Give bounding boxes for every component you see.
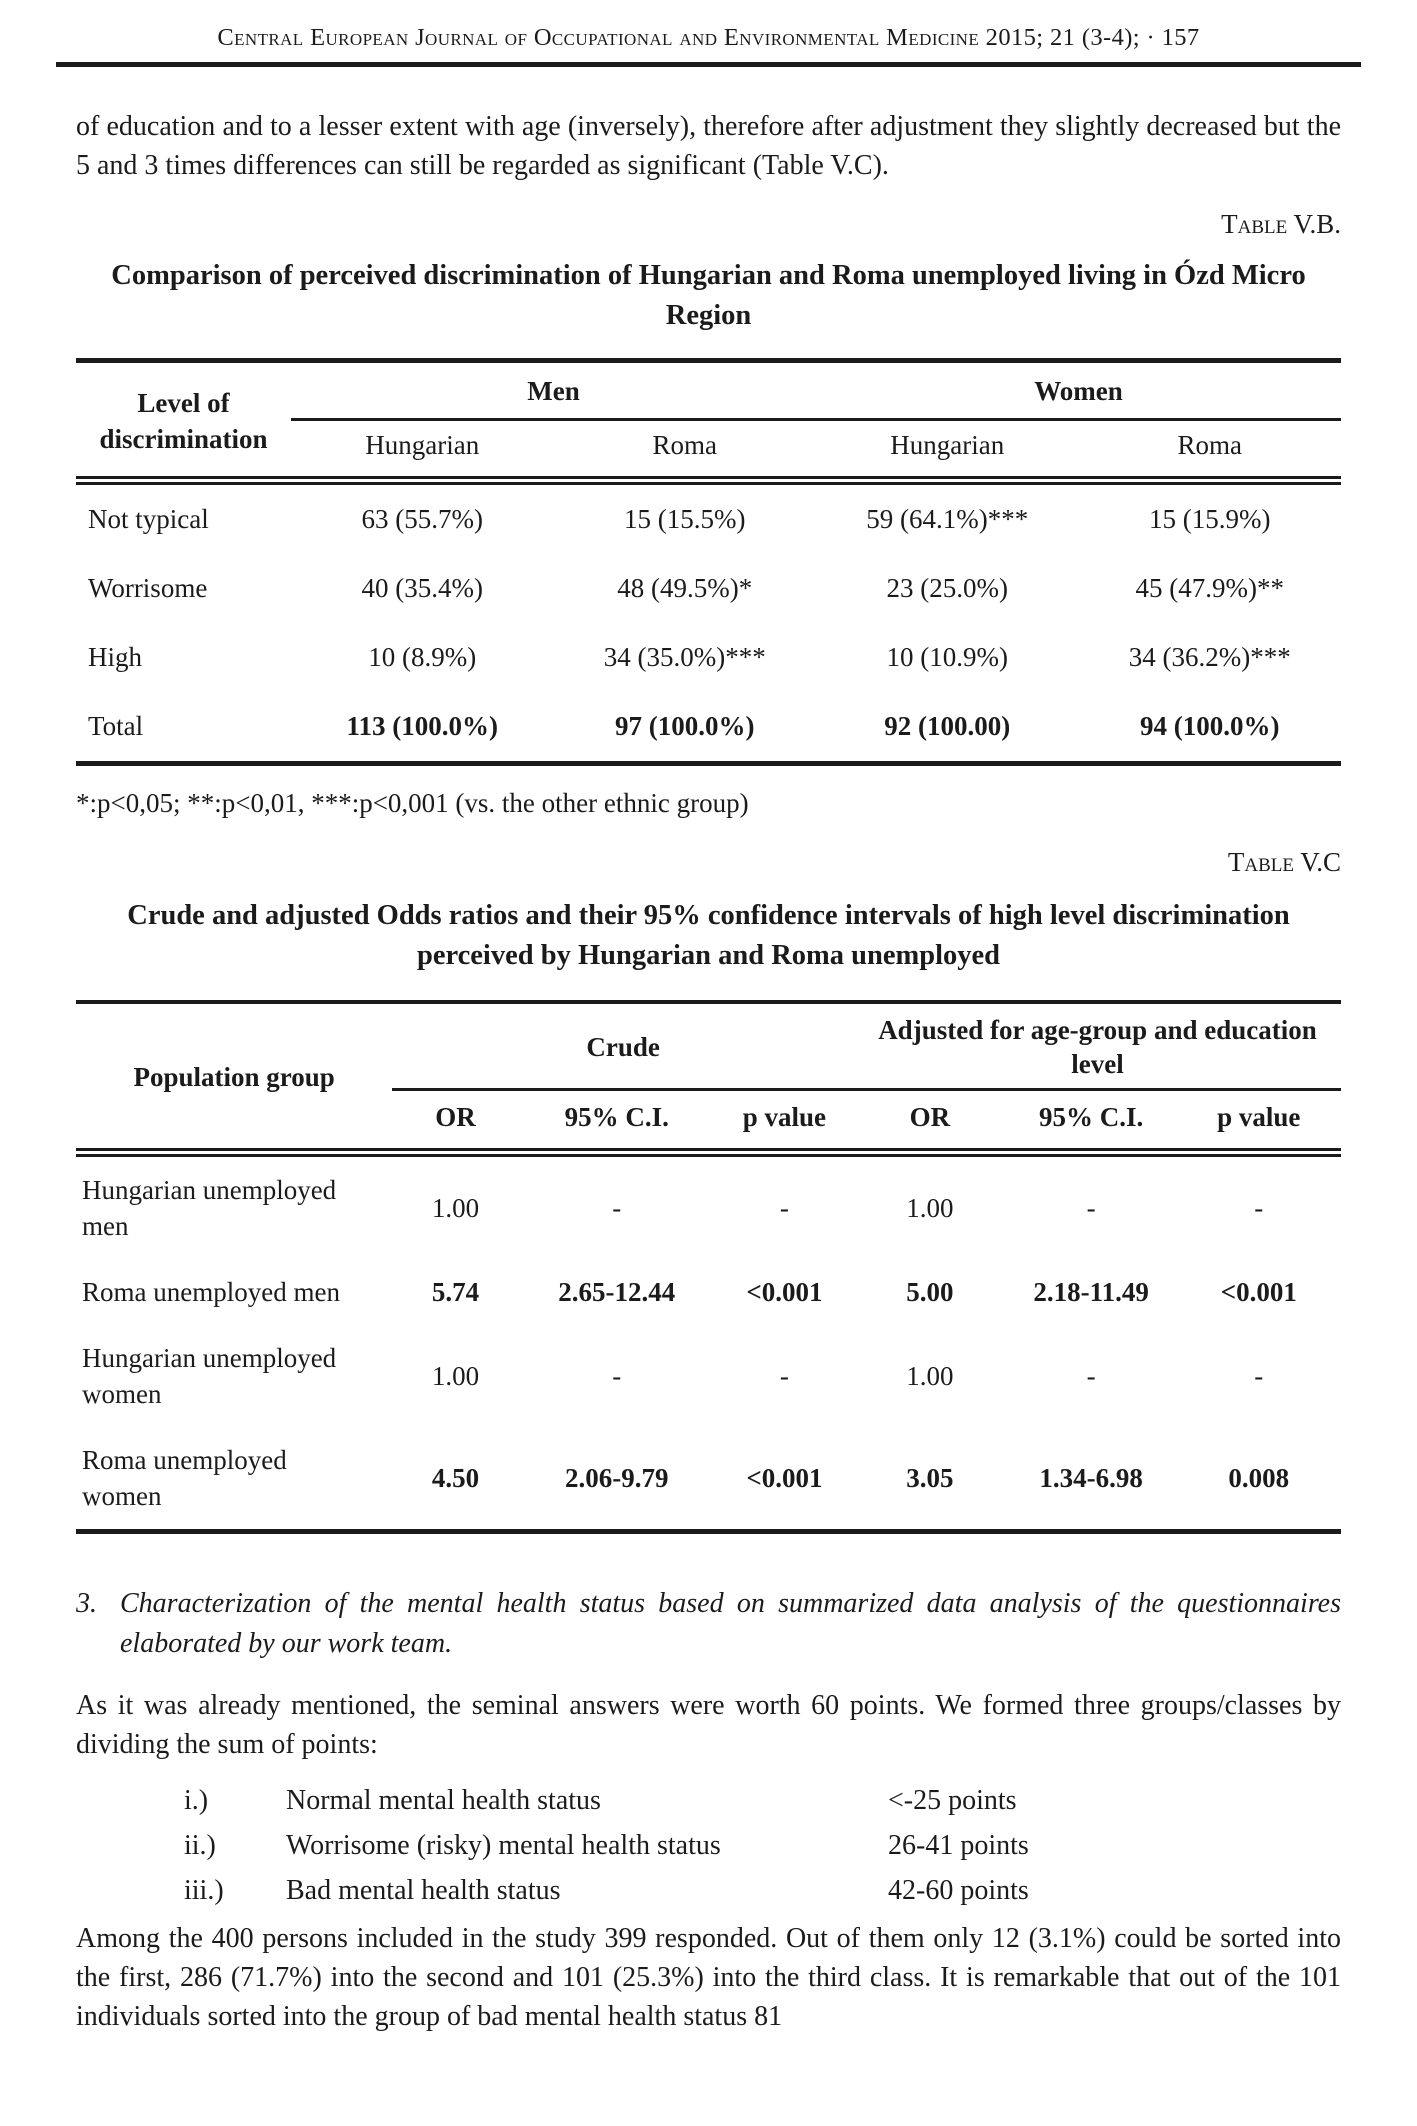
table-vb-label: Table V.B. bbox=[1221, 209, 1341, 239]
column-header: Roma bbox=[1079, 420, 1342, 481]
column-header: Roma bbox=[554, 420, 816, 481]
table-cell: 3.05 bbox=[854, 1427, 1006, 1532]
table-vc bbox=[76, 1000, 1341, 1534]
table-cell: - bbox=[612, 1360, 622, 1391]
table-cell: 94 (100.0%) bbox=[1079, 692, 1342, 764]
row-label: Worrisome bbox=[88, 573, 208, 603]
row-label: Hungarian unemployed men bbox=[82, 1175, 337, 1241]
list-item-points: <-25 points bbox=[888, 1784, 1017, 1816]
table-cell: 2.18-11.49 bbox=[1033, 1276, 1149, 1307]
section-paragraph-2: Among the 400 persons included in the study 399 responded. Out of them only 12 (3.1%) could be sorted into the first, 286 (71.7%) into the second and 101 (25.3%) into the third class. It is remarkable that out of the 101 individuals sorted into the group of bad mental health status 81 bbox=[76, 1923, 1341, 2032]
column-header: Hungarian bbox=[291, 420, 553, 481]
running-head: Central European Journal of Occupational and Environmental Medicine 2015; 21 (3-4); · 157 bbox=[217, 24, 1200, 51]
list-item-points: 26-41 points bbox=[888, 1829, 1029, 1861]
table-cell: 1.00 bbox=[906, 1192, 954, 1223]
list-item-points: 42-60 points bbox=[888, 1874, 1029, 1906]
corner-header: Population group bbox=[76, 1002, 392, 1153]
column-header: p value bbox=[715, 1090, 854, 1153]
table-cell: <0.001 bbox=[1220, 1276, 1297, 1307]
table-vc-title: Crude and adjusted Odds ratios and their 95% confidence intervals of high level discrimination perceived by Hungarian and Roma unemployed bbox=[127, 900, 1290, 971]
table-cell: 113 (100.0%) bbox=[291, 692, 553, 764]
section-paragraph-1: As it was already mentioned, the seminal answers were worth 60 points. We formed three groups/classes by dividing the sum of points: bbox=[76, 1690, 1341, 1760]
group-header-row bbox=[76, 1002, 1341, 1090]
list-item-label: Worrisome (risky) mental health status bbox=[286, 1829, 721, 1861]
table-cell: 1.00 bbox=[906, 1360, 954, 1391]
group-header-adjusted: Adjusted for age-group and education level bbox=[854, 1002, 1341, 1090]
column-header: 95% C.I. bbox=[1006, 1090, 1177, 1153]
table-cell: - bbox=[612, 1192, 622, 1223]
list-item-number: i.) bbox=[184, 1784, 209, 1816]
table-cell: 5.00 bbox=[906, 1276, 954, 1307]
table-cell: - bbox=[779, 1192, 789, 1223]
table-cell: 10 (8.9%) bbox=[368, 642, 477, 672]
page-content bbox=[0, 107, 1417, 2036]
table-cell: 34 (36.2%)*** bbox=[1128, 642, 1291, 672]
table-cell: 2.65-12.44 bbox=[558, 1276, 676, 1307]
column-header: Hungarian bbox=[816, 420, 1078, 481]
table-cell: 5.74 bbox=[431, 1276, 480, 1307]
table-cell: <0.001 bbox=[746, 1276, 823, 1307]
table-cell: 59 (64.1%)*** bbox=[866, 504, 1029, 534]
corner-header: Level of discrimination bbox=[76, 361, 291, 481]
table-cell: 1.34-6.98 bbox=[1006, 1427, 1177, 1532]
row-label: High bbox=[88, 642, 142, 672]
table-cell: - bbox=[1086, 1360, 1096, 1391]
list-item bbox=[76, 1823, 1341, 1868]
table-row bbox=[76, 1153, 1341, 1260]
group-header-row bbox=[76, 361, 1341, 420]
list-item bbox=[76, 1868, 1341, 1913]
table-cell: 45 (47.9%)** bbox=[1135, 573, 1284, 603]
table-row bbox=[76, 1259, 1341, 1325]
table-cell: 4.50 bbox=[392, 1427, 519, 1532]
group-header-crude: Crude bbox=[392, 1002, 854, 1090]
table-vc-label: Table V.C bbox=[1227, 847, 1341, 877]
row-label: Not typical bbox=[88, 504, 209, 534]
row-label: Roma unemployed men bbox=[82, 1277, 340, 1307]
table-vb-head bbox=[76, 361, 1341, 481]
table-cell: 92 (100.00) bbox=[816, 692, 1078, 764]
list-item-label: Bad mental health status bbox=[286, 1874, 561, 1906]
table-cell: 15 (15.5%) bbox=[624, 504, 746, 534]
table-cell: - bbox=[1254, 1360, 1264, 1391]
table-cell: 0.008 bbox=[1177, 1427, 1341, 1532]
table-cell: - bbox=[1254, 1192, 1264, 1223]
list-item-number: iii.) bbox=[184, 1874, 224, 1906]
column-header: OR bbox=[854, 1090, 1006, 1153]
points-list bbox=[76, 1778, 1341, 1913]
table-row bbox=[76, 1427, 1341, 1532]
table-cell: 48 (49.5%)* bbox=[617, 573, 753, 603]
table-row bbox=[76, 692, 1341, 764]
table-vc-body bbox=[76, 1153, 1341, 1532]
table-row bbox=[76, 1325, 1341, 1427]
table-vc-head bbox=[76, 1002, 1341, 1153]
row-label: Total bbox=[76, 692, 291, 764]
table-cell: - bbox=[779, 1360, 789, 1391]
table-cell: 10 (10.9%) bbox=[886, 642, 1008, 672]
table-vb-body bbox=[76, 481, 1341, 764]
group-header-men: Men bbox=[291, 361, 816, 420]
table-cell: - bbox=[1086, 1192, 1096, 1223]
group-header-women: Women bbox=[816, 361, 1341, 420]
list-item-label: Normal mental health status bbox=[286, 1784, 601, 1816]
table-cell: 1.00 bbox=[431, 1192, 480, 1223]
table-vb-title: Comparison of perceived discrimination of Hungarian and Roma unemployed living in Ózd Micro Region bbox=[111, 260, 1306, 331]
table-vb bbox=[76, 358, 1341, 766]
table-cell: 63 (55.7%) bbox=[361, 504, 484, 534]
row-label: Roma unemployed women bbox=[76, 1427, 392, 1532]
header-rule bbox=[56, 62, 1361, 67]
column-header: 95% C.I. bbox=[519, 1090, 715, 1153]
section-heading bbox=[76, 1584, 1341, 1664]
column-header: p value bbox=[1177, 1090, 1341, 1153]
table-row bbox=[76, 623, 1341, 692]
section-number: 3. bbox=[76, 1588, 97, 1619]
table-cell: 15 (15.9%) bbox=[1149, 504, 1271, 534]
table-vb-footnote: *:p<0,05; **:p<0,01, ***:p<0,001 (vs. the other ethnic group) bbox=[76, 788, 749, 818]
table-cell: 1.00 bbox=[431, 1360, 480, 1391]
table-cell: <0.001 bbox=[715, 1427, 854, 1532]
table-row bbox=[76, 554, 1341, 623]
table-cell: 34 (35.0%)*** bbox=[603, 642, 766, 672]
table-cell: 23 (25.0%) bbox=[886, 573, 1008, 603]
section-heading-text: Characterization of the mental health status based on summarized data analysis of the questionnaires elaborated by our work team. bbox=[120, 1588, 1341, 1659]
list-item-number: ii.) bbox=[184, 1829, 216, 1861]
column-header: OR bbox=[392, 1090, 519, 1153]
intro-paragraph: of education and to a lesser extent with age (inversely), therefore after adjustment they slightly decreased but the 5 and 3 times differences can still be regarded as significant (Table V.C). bbox=[76, 111, 1341, 181]
table-cell: 2.06-9.79 bbox=[519, 1427, 715, 1532]
table-cell: 97 (100.0%) bbox=[554, 692, 816, 764]
row-label: Hungarian unemployed women bbox=[82, 1343, 337, 1409]
table-cell: 40 (35.4%) bbox=[361, 573, 484, 603]
table-row bbox=[76, 481, 1341, 555]
list-item bbox=[76, 1778, 1341, 1823]
